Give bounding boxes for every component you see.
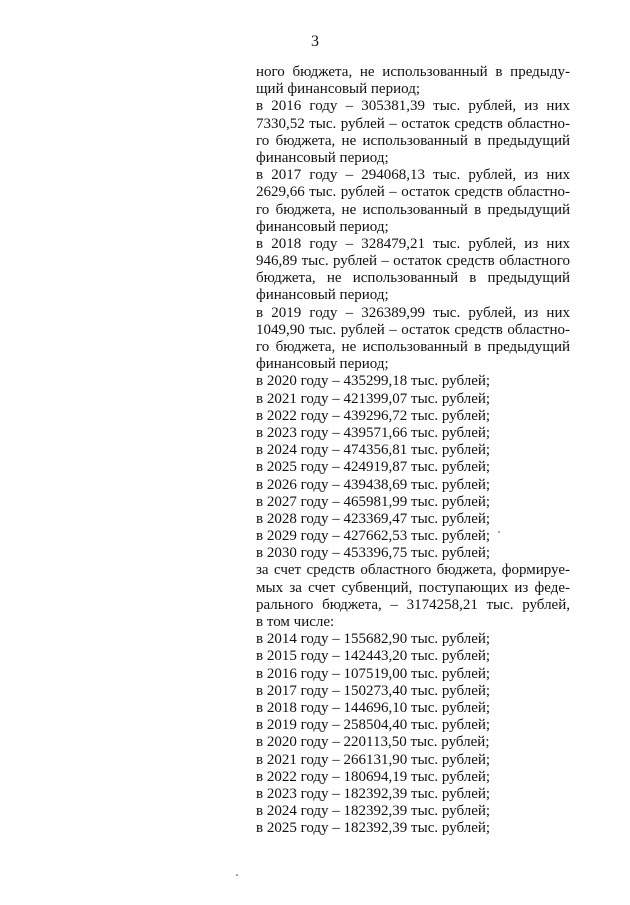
- text-line: щий финансовый период;: [256, 81, 420, 98]
- text-line: финансовый период;: [256, 149, 389, 166]
- text-line: рального бюджета, – 3174258,21 тыс. рублей,: [256, 596, 570, 613]
- page-number: 3: [311, 33, 319, 50]
- text-line: в 2020 году – 220113,50 тыс. рублей;: [256, 734, 490, 751]
- text-line: в 2018 году – 144696,10 тыс. рублей;: [256, 699, 491, 716]
- text-line: го бюджета, не использованный в предыдущий: [256, 201, 570, 218]
- text-line: в 2018 году – 328479,21 тыс. рублей, из них: [256, 235, 570, 252]
- text-line: в 2022 году – 439296,72 тыс. рублей;: [256, 407, 491, 424]
- text-line: в 2028 году – 423369,47 тыс. рублей;: [256, 510, 491, 527]
- text-line: мых за счет субвенций, поступающих из феде-: [256, 579, 570, 596]
- text-line: финансовый период;: [256, 218, 389, 235]
- text-line: в 2029 году – 427662,53 тыс. рублей;: [256, 528, 491, 545]
- text-line: в 2025 году – 424919,87 тыс. рублей;: [256, 459, 491, 476]
- text-line: в 2017 году – 150273,40 тыс. рублей;: [256, 682, 491, 699]
- text-line: в 2019 году – 258504,40 тыс. рублей;: [256, 717, 491, 734]
- text-line: в 2020 году – 435299,18 тыс. рублей;: [256, 373, 491, 390]
- text-line: в 2014 году – 155682,90 тыс. рублей;: [256, 631, 491, 648]
- text-line: в 2025 году – 182392,39 тыс. рублей;: [256, 820, 491, 837]
- text-line: финансовый период;: [256, 356, 389, 373]
- text-line: бюджета, не использованный в предыдущий: [256, 270, 570, 287]
- text-line: в 2021 году – 266131,90 тыс. рублей;: [256, 751, 491, 768]
- text-line: в 2021 году – 421399,07 тыс. рублей;: [256, 390, 491, 407]
- text-line: в 2019 году – 326389,99 тыс. рублей, из них: [256, 304, 570, 321]
- scan-speck: [236, 874, 238, 876]
- text-line: в 2027 году – 465981,99 тыс. рублей;: [256, 493, 491, 510]
- text-line: 7330,52 тыс. рублей – остаток средств областно-: [256, 115, 570, 132]
- text-line: в 2016 году – 305381,39 тыс. рублей, из них: [256, 98, 570, 115]
- document-text-column: [256, 64, 570, 837]
- text-line: в 2016 году – 107519,00 тыс. рублей;: [256, 665, 491, 682]
- text-line: в 2026 году – 439438,69 тыс. рублей;: [256, 476, 491, 493]
- text-line: ного бюджета, не использованный в предыду-: [256, 64, 570, 80]
- text-line: 1049,90 тыс. рублей – остаток средств областно-: [256, 321, 570, 338]
- text-line: в 2023 году – 182392,39 тыс. рублей;: [256, 785, 491, 802]
- scan-speck: [498, 531, 500, 533]
- text-line: финансовый период;: [256, 287, 389, 304]
- text-line: в 2017 году – 294068,13 тыс. рублей, из них: [256, 167, 570, 184]
- text-line: го бюджета, не использованный в предыдущий: [256, 339, 570, 355]
- text-line: 2629,66 тыс. рублей – остаток средств областно-: [256, 184, 570, 201]
- text-line: в 2015 году – 142443,20 тыс. рублей;: [256, 648, 491, 665]
- text-line: го бюджета, не использованный в предыдущий: [256, 132, 570, 149]
- text-line: в 2022 году – 180694,19 тыс. рублей;: [256, 768, 491, 785]
- text-line: в 2024 году – 182392,39 тыс. рублей;: [256, 803, 491, 820]
- text-line: в том числе:: [256, 614, 335, 630]
- text-line: в 2030 году – 453396,75 тыс. рублей;: [256, 545, 491, 562]
- text-line: в 2024 году – 474356,81 тыс. рублей;: [256, 442, 491, 459]
- text-line: за счет средств областного бюджета, формируе-: [256, 562, 570, 579]
- text-line: 946,89 тыс. рублей – остаток средств областного: [256, 253, 570, 270]
- text-line: в 2023 году – 439571,66 тыс. рублей;: [256, 424, 491, 441]
